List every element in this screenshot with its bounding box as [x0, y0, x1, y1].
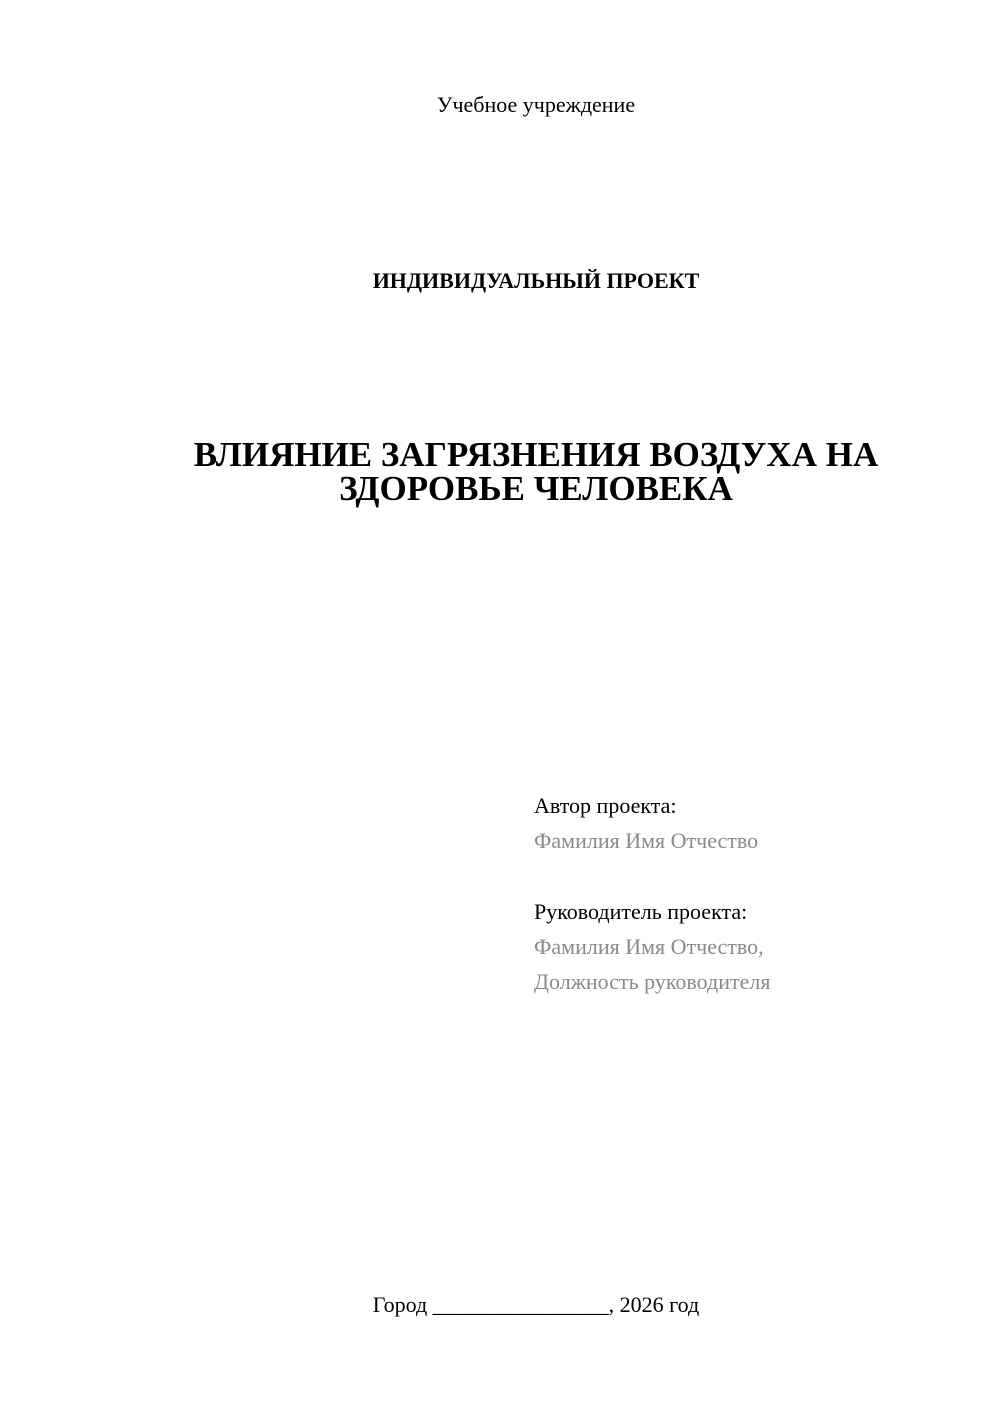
credits-spacer — [534, 858, 974, 894]
supervisor-label: Руководитель проекта: — [534, 899, 748, 924]
author-name: Фамилия Имя Отчество — [534, 828, 759, 853]
project-title-line-1: ВЛИЯНИЕ ЗАГРЯЗНЕНИЯ ВОЗДУХА НА — [193, 435, 879, 474]
institution-name: Учебное учреждение — [436, 92, 636, 117]
supervisor-name: Фамилия Имя Отчество, — [534, 934, 764, 959]
project-title — [100, 435, 972, 508]
credits-block — [534, 788, 974, 999]
project-title-line-2: ЗДОРОВЬЕ ЧЕЛОВЕКА — [339, 469, 733, 508]
supervisor-position: Должность руководителя — [534, 969, 771, 994]
document-type: ИНДИВИДУАЛЬНЫЙ ПРОЕКТ — [372, 268, 700, 293]
author-label: Автор проекта: — [534, 793, 677, 818]
city-year-footer: Город ________________, 2026 год — [372, 1292, 700, 1317]
